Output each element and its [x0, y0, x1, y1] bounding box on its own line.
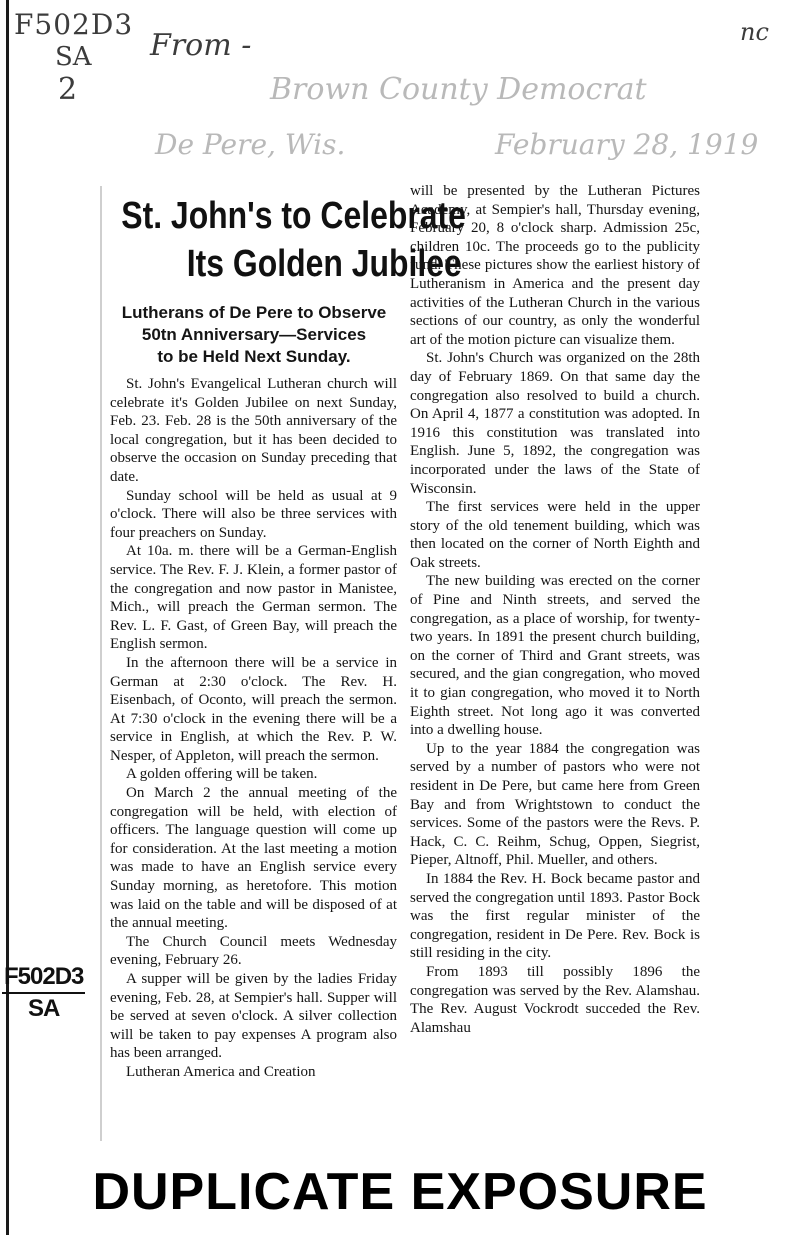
paragraph: In 1884 the Rev. H. Bock became pastor and served the congregation until 1893. Pastor Bock was the first regular minister of the congregation, resident in De Pere. Rev. Bock is still residing in the city. — [410, 870, 700, 962]
paragraph: On March 2 the annual meeting of the congregation will be held, with election of officers. The language question will come up for consideration. At the last meeting a motion was made to have an English service every Sunday morning, as heretofore. This motion was laid on the table and will be disposed of at the annual meeting. — [110, 785, 397, 932]
film-edge — [6, 0, 9, 1235]
paragraph: The new building was erected on the corner of Pine and Ninth streets, and served the congregation, as a place of worship, for twenty-two years. In 1891 the present church building, on the corner of Third and Grant streets, was secured, and the gian congregation, who moved it to gian congregation, who moved it to North Eighth street. Not long ago it was converted into a dwelling house. — [410, 573, 700, 739]
article-column-left — [110, 375, 397, 1082]
page-number-handwritten: 2 — [58, 72, 78, 107]
paragraph: A golden offering will be taken. — [126, 766, 318, 783]
archive-sub-handwritten: SA — [55, 42, 92, 72]
paragraph: The Church Council meets Wednesday evening, February 26. — [110, 933, 397, 969]
paragraph: The first services were held in the upper story of the old tenement building, which was then located on the corner of North Eighth and Oak streets. — [410, 499, 700, 571]
from-label-handwritten: From - — [150, 28, 252, 63]
place-handwritten: De Pere, Wis. — [155, 128, 346, 161]
stamp-code: F502D3 — [2, 962, 85, 994]
article-subhead — [104, 302, 404, 368]
paragraph: will be presented by the Lutheran Pictures Academy, at Sempier's hall, Thursday evening, February 20, 8 o'clock sharp. Admission 25c, children 10c. The proceeds go to the publicity fund. These pictures show the earliest history of Lutheranism in America and the present day activities of the Lutheran Church in the various sections of our country, as only the wonderful art of the motion picture can visualize them. — [410, 183, 700, 348]
archive-stamp — [2, 962, 85, 1024]
paragraph: Lutheran America and Creation — [126, 1063, 316, 1080]
article-headline — [121, 192, 466, 288]
subhead-line: 50tn Anniversary—Services — [141, 325, 367, 344]
duplicate-exposure-banner: DUPLICATE EXPOSURE — [92, 1163, 708, 1221]
subhead-line: Lutherans of De Pere to Observe — [121, 303, 387, 322]
newspaper-name-handwritten: Brown County Democrat — [270, 72, 647, 107]
paragraph: At 10a. m. there will be a German-English service. The Rev. F. J. Klein, a former pastor of the congregation and now pastor in Manistee, Mich., will preach the German sermon. The Rev. L. F. Gast, of Green Bay, will preach the English sermon. — [110, 543, 397, 653]
paragraph: St. John's Church was organized on the 28th day of February 1869. On that same day the congregation also resolved to build a church. On April 4, 1877 a constitution was adopted. In 1916 this constitution was translated into English. June 5, 1892, the congregation was incorporated under the laws of the State of Wisconsin. — [410, 350, 700, 497]
headline-line: Its Golden Jubilee — [186, 243, 462, 285]
paragraph: In the afternoon there will be a service in German at 2:30 o'clock. The Rev. H. Eisenbach, of Oconto, will preach the sermon. At 7:30 o'clock in the evening there will be a service in English, at which the Rev. P. W. Nesper, of Appleton, will preach the sermon. — [110, 654, 397, 764]
archive-code-handwritten: F502D3 — [14, 8, 134, 41]
paragraph: A supper will be given by the ladies Friday evening, Feb. 28, at Sempier's hall. Supper will be served at seven o'clock. A silver collection will be taken to pay expenses A program also has been arranged. — [110, 971, 397, 1062]
clipping-edge — [100, 186, 102, 1141]
headline-line: St. John's to Celebrate — [121, 195, 466, 237]
corner-note-handwritten: nc — [740, 18, 769, 46]
paragraph: Up to the year 1884 the congregation was served by a number of pastors who were not resident in De Pere, but came here from Green Bay and from Wrightstown to conduct the services. Some of the pastors were the Revs. P. Hack, C. C. Reihm, Schug, Oppen, Siegrist, Pieper, Altnoff, Phil. Mueller, and others. — [410, 740, 700, 869]
paragraph: Sunday school will be held as usual at 9 o'clock. There will also be three services with four preachers on Sunday. — [110, 487, 397, 541]
paragraph: St. John's Evangelical Lutheran church will celebrate it's Golden Jubilee on next Sunday, Feb. 23. Feb. 28 is the 50th anniversary of the local congregation, but it has been decided to observe the occasion on Sunday preceding that date. — [110, 376, 397, 485]
subhead-line: to be Held Next Sunday. — [157, 347, 351, 366]
paragraph: From 1893 till possibly 1896 the congregation was served by the Rev. Alamshau. The Rev. August Vockrodt succeded the Rev. Alamshau — [410, 963, 700, 1036]
article-column-right — [410, 182, 700, 1037]
date-handwritten: February 28, 1919 — [495, 128, 759, 161]
stamp-sub: SA — [28, 995, 60, 1022]
